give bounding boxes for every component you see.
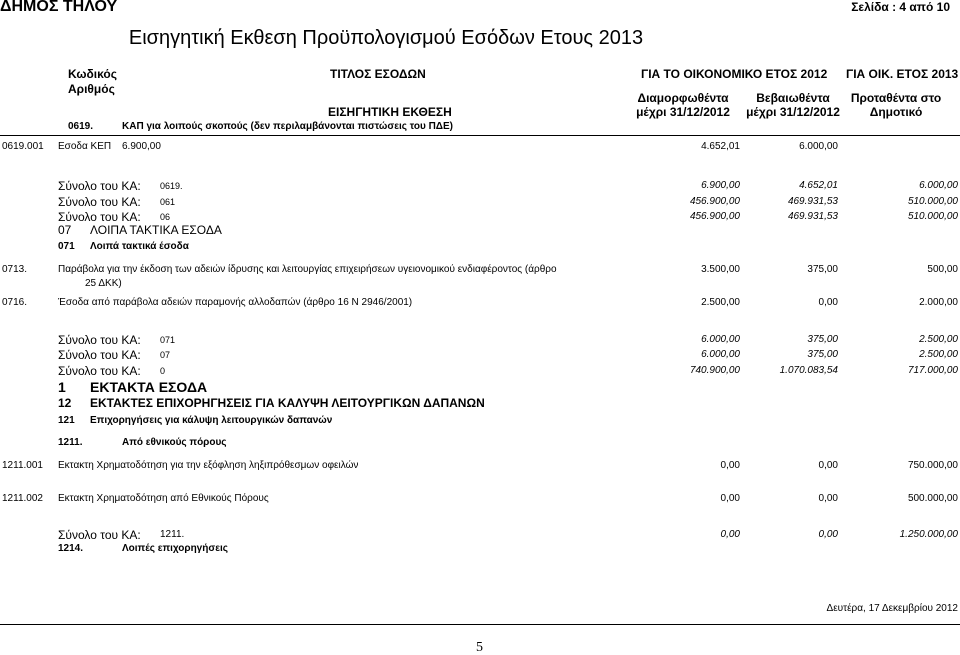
sum-value-proposed: 2.500,00 — [919, 349, 958, 360]
col-report: ΕΙΣΗΓΗΤΙΚΗ ΕΚΘΕΣΗ — [328, 105, 452, 119]
sum-code: 071 — [160, 335, 176, 345]
sum-label: Σύνολο του ΚΑ: — [58, 528, 141, 542]
row-title: Εκτακτη Χρηματοδότηση από Εθνικούς Πόρους — [58, 493, 269, 504]
heading-1214-code: 1214. — [58, 543, 84, 554]
sum-value-confirmed: 469.931,53 — [787, 196, 838, 207]
footer-page-number: 5 — [476, 640, 483, 655]
row-value-formed: 6.900,00 — [122, 141, 161, 152]
row-code: 1211.002 — [2, 493, 43, 504]
heading-1-code: 1 — [58, 379, 66, 395]
row-value-confirmed: 0,00 — [818, 493, 838, 504]
heading-1211-title: Από εθνικούς πόρους — [122, 437, 227, 448]
row-title-line1: Παράβολα για την έκδοση των αδειών ίδρυσης και λειτουργίας επιχειρήσεων υγειονομικού ενδιαφέροντος (άρθρο — [58, 264, 557, 275]
section-0619-title: ΚΑΠ για λοιπούς σκοπούς (δεν περιλαμβάνονται πιστώσεις του ΠΔΕ) — [122, 121, 453, 132]
row-title: Έσοδα από παράβολα αδειών παραμονής αλλοδαπών (άρθρο 16 Ν 2946/2001) — [58, 297, 413, 308]
row-code: 0619.001 — [2, 141, 44, 152]
sum-value-formed: 456.900,00 — [689, 196, 740, 207]
sum-value-proposed: 6.000,00 — [919, 180, 958, 191]
sum-code: 061 — [160, 197, 176, 207]
heading-1-title: ΕΚΤΑΚΤΑ ΕΣΟΔΑ — [90, 379, 208, 395]
sum-code: 0619. — [160, 181, 183, 191]
row-code: 0713. — [2, 264, 28, 275]
row-code: 1211.001 — [2, 460, 43, 471]
row-value-confirmed: 4.652,01 — [701, 141, 740, 152]
row-value-proposed: 2.000,00 — [919, 297, 958, 308]
col-proposed-line1: Προταθέντα στο — [850, 91, 942, 105]
row-code: 0716. — [2, 297, 28, 308]
col-proposed-line2: Δημοτικό — [869, 105, 923, 119]
row-title-line2: 25 ΔΚΚ) — [85, 278, 122, 289]
sum-label: Σύνολο του ΚΑ: — [58, 195, 141, 209]
col-code-line2: Αριθμός — [68, 82, 115, 96]
sum-value-proposed: 510.000,00 — [907, 211, 958, 222]
sum-label: Σύνολο του ΚΑ: — [58, 210, 141, 224]
sum-value-formed: 456.900,00 — [689, 211, 740, 222]
sum-value-confirmed: 4.652,01 — [799, 180, 838, 191]
municipality-name: ΔΗΜΟΣ ΤΗΛΟΥ — [0, 0, 118, 15]
sum-label: Σύνολο του ΚΑ: — [58, 179, 141, 193]
sum-value-formed: 0,00 — [720, 529, 740, 540]
sum-value-proposed: 2.500,00 — [919, 334, 958, 345]
col-confirmed-line1: Βεβαιωθέντα — [756, 91, 830, 105]
col-code-line1: Κωδικός — [68, 67, 118, 81]
row-value-formed: 2.500,00 — [701, 297, 740, 308]
sum-value-confirmed: 375,00 — [807, 349, 838, 360]
row-value-confirmed: 0,00 — [818, 297, 838, 308]
report-title: Εισηγητική Εκθεση Προϋπολογισμού Εσόδων Ετους 2013 — [128, 27, 644, 49]
heading-12-code: 12 — [58, 396, 72, 410]
col-year-2013: ΓΙΑ ΟΙΚ. ΕΤΟΣ 2013 — [846, 67, 959, 81]
heading-121-code: 121 — [58, 415, 75, 426]
header-divider — [0, 135, 960, 136]
sum-value-formed: 740.900,00 — [689, 365, 740, 376]
col-fiscal-year: ΓΙΑ ΤΟ ΟΙΚΟΝΟΜΙΚΟ ΕΤΟΣ 2012 — [641, 67, 828, 81]
row-value-formed: 0,00 — [720, 460, 740, 471]
sum-value-proposed: 1.250.000,00 — [899, 529, 958, 540]
col-formed-line2: μέχρι 31/12/2012 — [636, 105, 730, 119]
row-value-confirmed: 375,00 — [807, 264, 838, 275]
row-value-confirmed: 0,00 — [818, 460, 838, 471]
heading-071-code: 071 — [58, 241, 75, 252]
sum-code: 0 — [160, 366, 166, 376]
sum-value-formed: 6.000,00 — [701, 349, 740, 360]
row-title: Εσοδα ΚΕΠ — [58, 141, 112, 152]
sum-value-formed: 6.900,00 — [701, 180, 740, 191]
sum-value-confirmed: 1.070.083,54 — [779, 365, 838, 376]
heading-07-code: 07 — [58, 223, 72, 237]
col-confirmed-line2: μέχρι 31/12/2012 — [746, 105, 840, 119]
heading-121-title: Επιχορηγήσεις για κάλυψη λειτουργικών δαπανών — [90, 415, 333, 426]
col-formed-line1: Διαμορφωθέντα — [637, 91, 729, 105]
row-value-proposed: 750.000,00 — [907, 460, 958, 471]
col-title: ΤΙΤΛΟΣ ΕΣΟΔΩΝ — [330, 67, 426, 81]
sum-value-proposed: 717.000,00 — [907, 365, 958, 376]
sum-code: 07 — [160, 350, 171, 360]
row-value-proposed: 500,00 — [927, 264, 958, 275]
section-0619-code: 0619. — [68, 121, 94, 132]
row-value-formed: 3.500,00 — [701, 264, 740, 275]
sum-value-proposed: 510.000,00 — [907, 196, 958, 207]
sum-label: Σύνολο του ΚΑ: — [58, 333, 141, 347]
row-value-proposed: 500.000,00 — [907, 493, 958, 504]
footer-date: Δευτέρα, 17 Δεκεμβρίου 2012 — [826, 603, 958, 614]
row-value-proposed: 6.000,00 — [799, 141, 838, 152]
heading-071-title: Λοιπά τακτικά έσοδα — [90, 241, 189, 252]
sum-label: Σύνολο του ΚΑ: — [58, 364, 141, 378]
heading-1211-code: 1211. — [58, 437, 83, 448]
sum-label: Σύνολο του ΚΑ: — [58, 348, 141, 362]
page-indicator: Σελίδα : 4 από 10 — [851, 0, 950, 14]
heading-1214-title: Λοιπές επιχορηγήσεις — [122, 543, 228, 554]
sum-value-confirmed: 0,00 — [818, 529, 838, 540]
row-title: Εκτακτη Χρηματοδότηση για την εξόφληση ληξιπρόθεσμων οφειλών — [58, 460, 359, 471]
sum-code: 06 — [160, 212, 171, 222]
footer-divider — [0, 624, 960, 625]
row-value-formed: 0,00 — [720, 493, 740, 504]
sum-value-confirmed: 469.931,53 — [787, 211, 838, 222]
heading-12-title: ΕΚΤΑΚΤΕΣ ΕΠΙΧΟΡΗΓΗΣΕΙΣ ΓΙΑ ΚΑΛΥΨΗ ΛΕΙΤΟΥΡΓΙΚΩΝ ΔΑΠΑΝΩΝ — [90, 396, 485, 410]
sum-value-confirmed: 375,00 — [807, 334, 838, 345]
sum-code: 1211. — [160, 529, 185, 540]
sum-value-formed: 6.000,00 — [701, 334, 740, 345]
heading-07-title: ΛΟΙΠΑ ΤΑΚΤΙΚΑ ΕΣΟΔΑ — [90, 223, 222, 237]
